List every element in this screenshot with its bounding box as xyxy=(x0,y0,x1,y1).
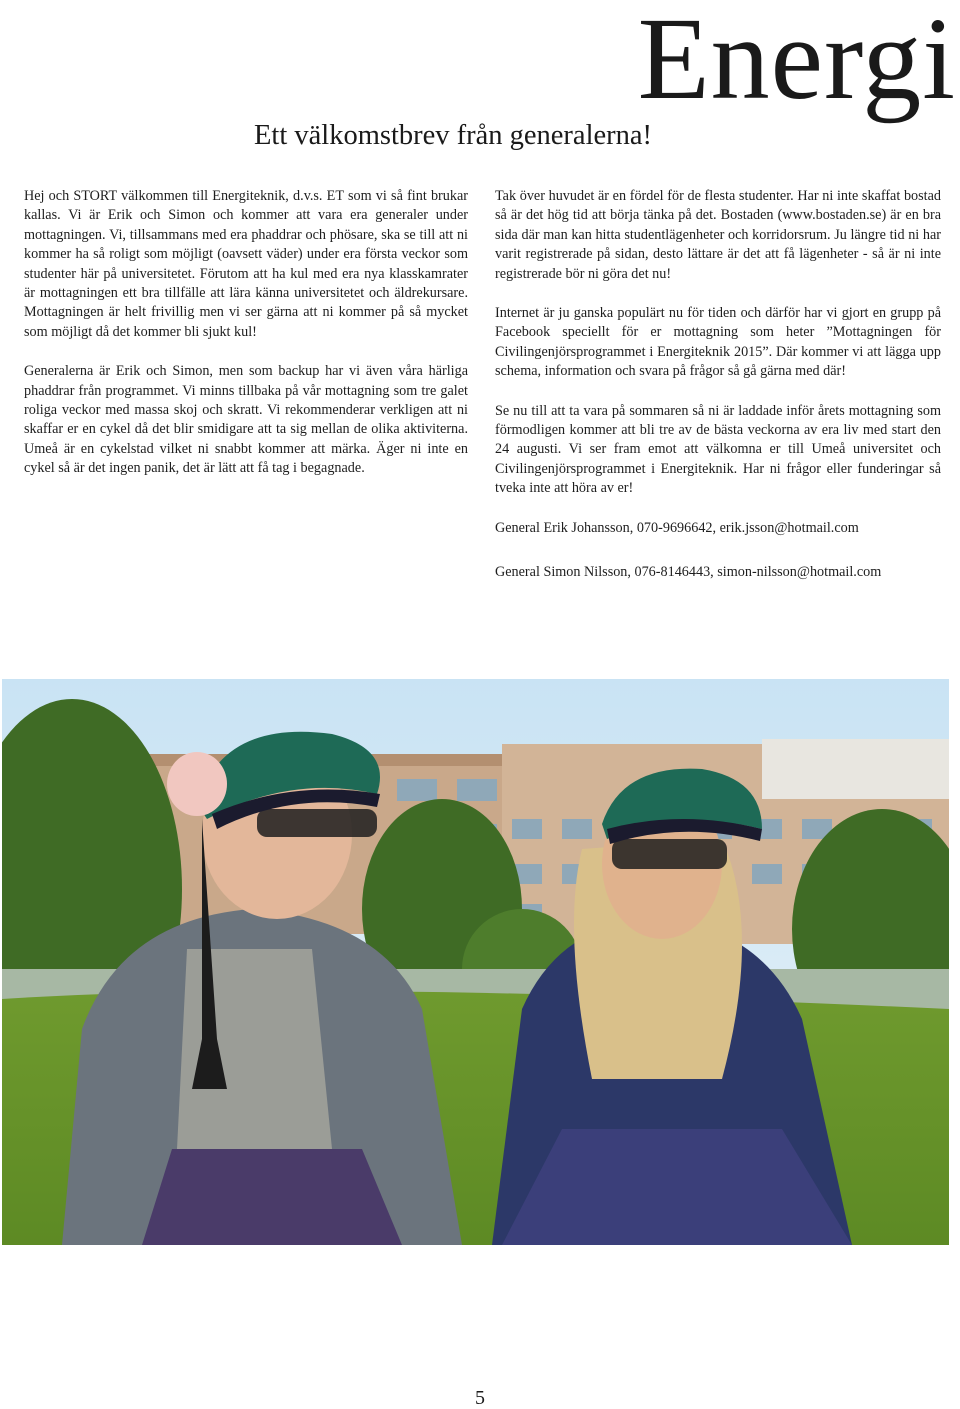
paragraph: Se nu till att ta vara på sommaren så ni är laddade inför årets mottagning som förmodligen kommer att bli tre av de bästa veckorna av era liv med start den 24 augusti. Vi ser fram emot att välkomna er till Umeå universitet och Civilingenjörsprogrammet i Energiteknik. Har ni frågor eller funderingar så tveka inte att höra av er! xyxy=(495,402,941,497)
generals-photo xyxy=(2,679,949,1245)
paragraph: Tak över huvudet är en fördel för de flesta studenter. Har ni inte skaffat bostad så är det hög tid att börja tänka på det. Bostaden (www.bostaden.se) är en bra sida där man kan hitta studentlägenheter och korridorsrum. Ju längre tid ni har varit registrerade på sidan, desto lättare är det att få lägenheter - så är ni inte registrerade bör ni göra det nu! xyxy=(495,188,941,282)
article-headline: Ett välkomstbrev från generalerna! xyxy=(254,120,653,151)
signature-simon: General Simon Nilsson, 076-8146443, simon-nilsson@hotmail.com xyxy=(495,564,882,581)
left-text-column xyxy=(24,187,468,499)
paragraph: Hej och STORT välkommen till Energiteknik, d.v.s. ET som vi så fint brukar kallas. Vi är Erik och Simon och kommer att vara era generaler under mottagningen. Vi, tillsammans med era phaddrar och phösare, ska se till att ni kommer ha så roligt som möjligt (oavsett väder) under era första veckor som studenter här på universitetet. Förutom att ha kul med era nya klasskamrater är mottagningen ett bra tillfälle att lära känna universitetet och äldrekursare. Mottagningen är helt frivillig men vi ser gärna att ni kommer på så mycket som möjligt då det kommer bli sjukt kul! xyxy=(24,188,468,340)
right-text-column xyxy=(495,187,941,608)
signature-erik: General Erik Johansson, 070-9696642, erik.jsson@hotmail.com xyxy=(495,519,859,536)
page-number: 5 xyxy=(475,1387,485,1409)
paragraph: Internet är ju ganska populärt nu för tiden och därför har vi gjort en grupp på Facebook speciellt för er mottagning som heter ”Mottagningen för Civilingenjörsprogrammet i Energiteknik 2015”. Där kommer vi att lägga upp schema, information och svara på frågor så gå gärna med där! xyxy=(495,305,941,380)
paragraph: Generalerna är Erik och Simon, men som backup har vi även våra härliga phaddrar från programmet. Vi minns tillbaka på vår mottagning som tre galet roliga veckor med massa skoj och skratt. Vi rekommenderar verkligen att ni skaffar er en cykel då det blir smidigare att ta sig mellan de olika aktiviterna. Umeå är en cykelstad vilket ni snabbt kommer att märka. Äger ni inte en cykel så är det ingen panik, det är lätt att få tag i begagnade. xyxy=(24,363,468,477)
section-title: Energi xyxy=(637,0,956,124)
